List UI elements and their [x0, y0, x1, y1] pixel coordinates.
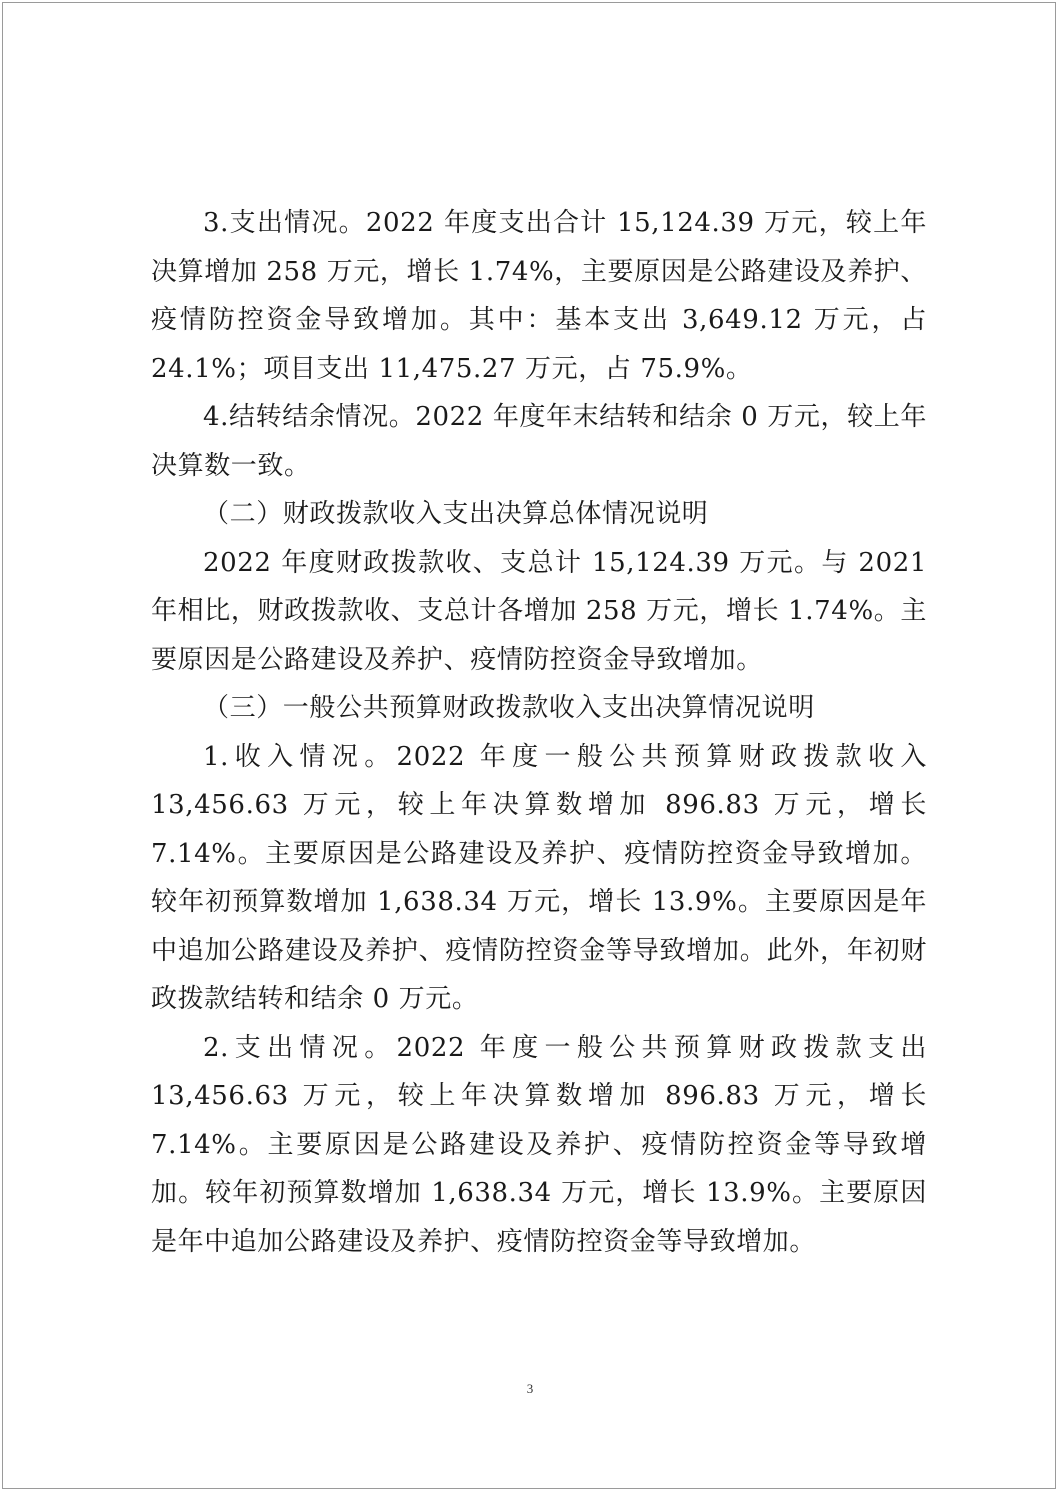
- paragraph-general-budget-expenditure: 2.支出情况。2022 年度一般公共预算财政拨款支出 13,456.63 万元，较上年决算数增加 896.83 万元，增长 7.14%。主要原因是公路建设及养护、疫情防控资金等导致增加。较年初预算数增加 1,638.34 万元，增长 13.9%。主要原因是年中追加公路建设及养护、疫情防控资金等导致增加。: [151, 1032, 927, 1257]
- document-page: [2, 2, 1056, 1489]
- paragraph-general-budget-income: 1.收入情况。2022 年度一般公共预算财政拨款收入 13,456.63 万元，较上年决算数增加 896.83 万元，增长 7.14%。主要原因是公路建设及养护、疫情防控资金导致增加。较年初预算数增加 1,638.34 万元，增长 13.9%。主要原因是年中追加公路建设及养护、疫情防控资金等导致增加。此外，年初财政拨款结转和结余 0 万元。: [151, 741, 927, 1014]
- paragraph-expenditure: 3.支出情况。2022 年度支出合计 15,124.39 万元，较上年决算增加 258 万元，增长 1.74%，主要原因是公路建设及养护、疫情防控资金导致增加。其中：基本支出 3,649.12 万元，占 24.1%；项目支出 11,475.27 万元，占 75.9%。: [151, 208, 927, 384]
- section-heading-fiscal-allocation: （二）财政拨款收入支出决算总体情况说明: [203, 499, 709, 529]
- page-number: 3: [526, 1381, 534, 1396]
- paragraph-fiscal-allocation-total: 2022 年度财政拨款收、支总计 15,124.39 万元。与 2021 年相比，财政拨款收、支总计各增加 258 万元，增长 1.74%。主要原因是公路建设及养护、疫情防控资金导致增加。: [151, 547, 927, 675]
- document-body: [151, 199, 927, 1266]
- paragraph-carryover: 4.结转结余情况。2022 年度年末结转和结余 0 万元，较上年决算数一致。: [151, 402, 927, 481]
- section-heading-general-budget: （三）一般公共预算财政拨款收入支出决算情况说明: [203, 693, 815, 723]
